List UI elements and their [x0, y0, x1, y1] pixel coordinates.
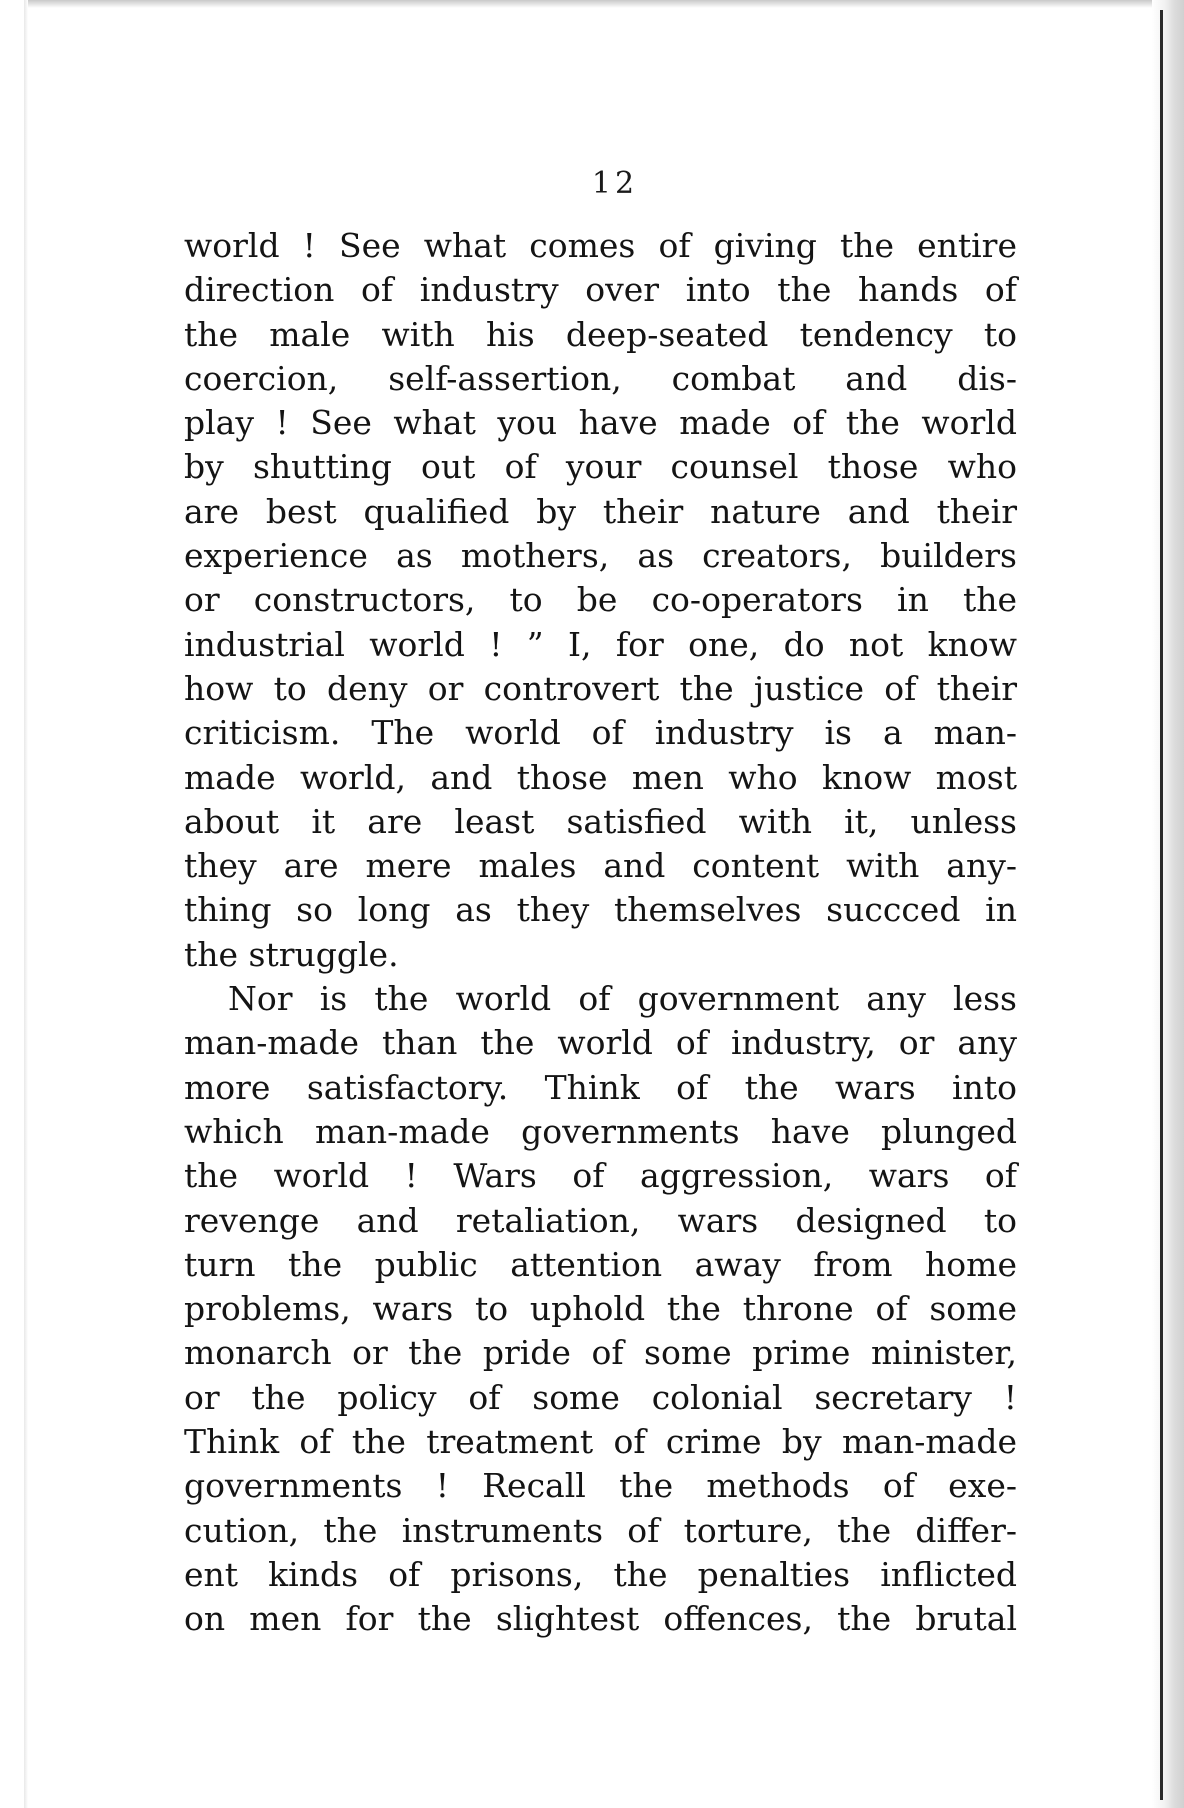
page-top-edge	[28, 0, 1158, 8]
text-line: about it are least satisfied with it, unless	[184, 801, 1017, 841]
text-line: are best qualified by their nature and their	[184, 491, 1017, 531]
text-line: direction of industry over into the hands of	[184, 270, 1017, 310]
text-line: they are mere males and content with any-	[184, 846, 1017, 886]
text-line: revenge and retaliation, wars designed to	[184, 1200, 1017, 1240]
text-line: cution, the instruments of torture, the differ-	[184, 1510, 1017, 1550]
text-line: governments ! Recall the methods of exe-	[184, 1466, 1017, 1506]
text-line: the male with his deep-seated tendency to	[184, 314, 1017, 354]
text-line: on men for the slightest offences, the brutal	[184, 1599, 1017, 1639]
text-line: ent kinds of prisons, the penalties inflicted	[184, 1554, 1017, 1594]
text-line: which man-made governments have plunged	[184, 1111, 1017, 1151]
text-line: industrial world ! ” I, for one, do not know	[184, 624, 1017, 664]
text-line: criticism. The world of industry is a man-	[184, 713, 1017, 753]
text-line: turn the public attention away from home	[184, 1244, 1017, 1284]
text-line: world ! See what comes of giving the entire	[184, 226, 1017, 265]
text-line: the world ! Wars of aggression, wars of	[184, 1156, 1017, 1196]
text-line: thing so long as they themselves succced in	[184, 890, 1017, 930]
text-line: experience as mothers, as creators, builders	[184, 536, 1017, 576]
text-line: man-made than the world of industry, or any	[184, 1023, 1017, 1063]
body-text	[184, 224, 1017, 1642]
text-line: coercion, self-assertion, combat and dis-	[184, 358, 1017, 398]
page-binding-line	[1160, 10, 1163, 1800]
paragraph-end-line: the struggle.	[184, 934, 399, 974]
page-number: 12	[591, 166, 639, 201]
page-left-edge	[24, 0, 28, 1808]
text-line: or constructors, to be co-operators in the	[184, 580, 1017, 620]
text-line: problems, wars to uphold the throne of some	[184, 1289, 1017, 1329]
text-line: Think of the treatment of crime by man-made	[184, 1422, 1017, 1462]
text-line: more satisfactory. Think of the wars into	[184, 1067, 1017, 1107]
text-line: by shutting out of your counsel those who	[184, 447, 1017, 487]
text-line: how to deny or controvert the justice of their	[184, 668, 1017, 708]
text-line: or the policy of some colonial secretary !	[184, 1377, 1017, 1417]
text-line: play ! See what you have made of the world	[184, 403, 1017, 443]
text-line: monarch or the pride of some prime minister,	[184, 1333, 1017, 1373]
text-line: made world, and those men who know most	[184, 757, 1017, 797]
page-right-edge-shadow	[1152, 0, 1184, 1808]
paragraph-start-line: Nor is the world of government any less	[228, 979, 1017, 1019]
